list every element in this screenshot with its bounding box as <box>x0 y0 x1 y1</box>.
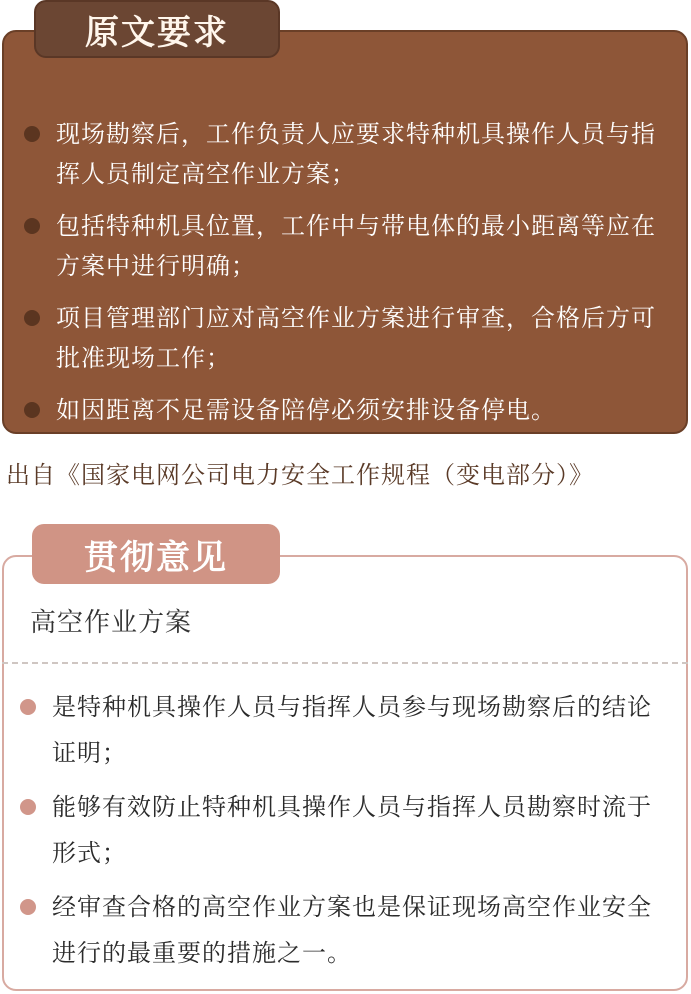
requirements-card <box>2 30 688 434</box>
requirements-title: 原文要求 <box>85 12 229 53</box>
implementation-list <box>0 684 691 984</box>
requirements-list <box>4 114 686 442</box>
bullet-icon <box>24 218 40 234</box>
implementation-text: 经审查合格的高空作业方案也是保证现场高空作业安全进行的最重要的措施之一。 <box>52 893 652 967</box>
list-item <box>4 298 686 378</box>
bullet-icon <box>24 126 40 142</box>
list-item <box>0 684 691 776</box>
requirement-text: 项目管理部门应对高空作业方案进行审查，合格后方可批准现场工作； <box>56 304 656 372</box>
implementation-title: 贯彻意见 <box>84 537 228 578</box>
requirement-text: 如因距离不足需设备陪停必须安排设备停电。 <box>56 396 556 424</box>
source-citation: 出自《国家电网公司电力安全工作规程（变电部分）》 <box>6 461 594 489</box>
list-item <box>4 390 686 430</box>
bullet-icon <box>20 799 36 815</box>
implementation-subtitle: 高空作业方案 <box>30 608 193 638</box>
list-item <box>0 884 691 976</box>
requirement-text: 包括特种机具位置，工作中与带电体的最小距离等应在方案中进行明确； <box>56 212 656 280</box>
list-item <box>0 784 691 876</box>
requirement-text: 现场勘察后，工作负责人应要求特种机具操作人员与指挥人员制定高空作业方案； <box>56 120 656 188</box>
bullet-icon <box>24 310 40 326</box>
implementation-tab <box>32 524 280 584</box>
bullet-icon <box>24 402 40 418</box>
bullet-icon <box>20 699 36 715</box>
list-item <box>4 206 686 286</box>
dashed-divider <box>2 662 688 664</box>
list-item <box>4 114 686 194</box>
bullet-icon <box>20 899 36 915</box>
implementation-text: 能够有效防止特种机具操作人员与指挥人员勘察时流于形式； <box>52 793 652 867</box>
implementation-text: 是特种机具操作人员与指挥人员参与现场勘察后的结论证明； <box>52 693 652 767</box>
requirements-tab <box>34 0 280 58</box>
